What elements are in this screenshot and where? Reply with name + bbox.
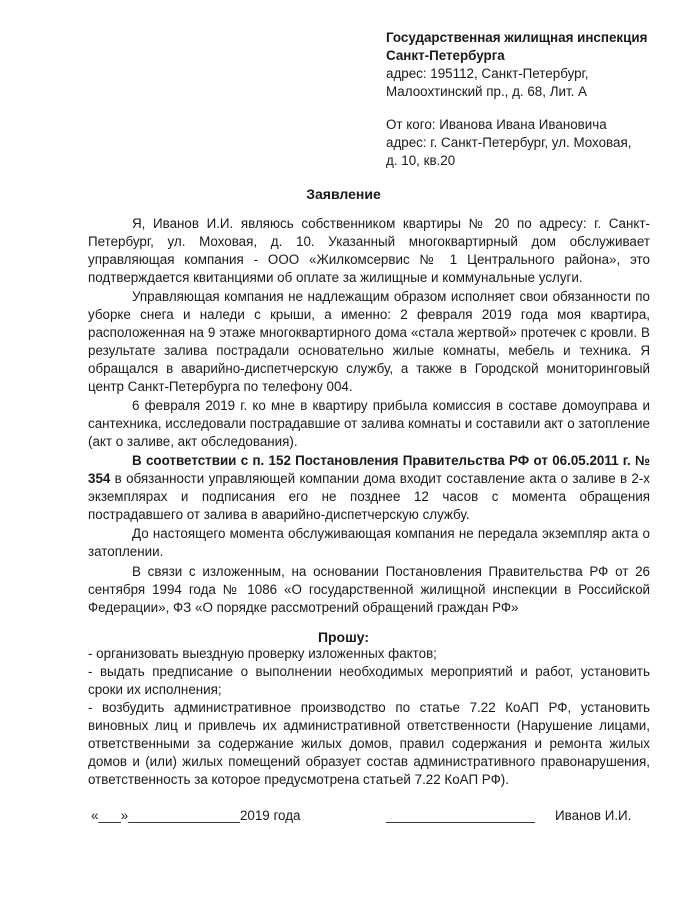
recipient-name-line1: Государственная жилищная инспекция (386, 30, 648, 45)
sender-name: От кого: Иванова Ивана Ивановича (386, 117, 607, 132)
paragraph-commission-visit: 6 февраля 2019 г. ко мне в квартиру прибыла комиссия в составе домоуправа и сантехника, исследовали пострадавшие от залива комнаты и составили акт о затопление (акт о заливе, акт обследования). (88, 398, 650, 449)
recipient-address-line1: адрес: 195112, Санкт-Петербург, (386, 66, 589, 81)
document-title: Заявление (306, 186, 381, 202)
legal-reference-bold: В соответствии с п. 152 Постановления Правительства РФ от 06.05.2011 г. № 354 (88, 453, 650, 487)
date-field: «___»_______________2019 года (91, 808, 301, 823)
paragraph-act-not-provided: До настоящего момента обслуживающая компания не передала экземпляр акта о затоплении. (88, 526, 650, 560)
recipient-name-line2: Санкт-Петербурга (386, 48, 505, 63)
addressee-block (386, 29, 656, 170)
signature-line: ____________________ (386, 808, 535, 823)
legal-basis-text: в обязанности управляющей компании дома входит составление акта о заливе в 2-х экземплярах и подписания его не позднее 12 часов с момента обращения пострадавшего от залива в аварийно-диспетчерскую службу. (88, 471, 650, 522)
request-item: - возбудить административное производство по статье 7.22 КоАП РФ, установить виновных лиц и привлечь их административной ответственности (Нарушение лицами, ответственными за содержание жилых домов, правил содержания и ремонта жилых домов и (или) жилых помещений образует состав административного правонарушения, ответственность за которое предусмотрена статьей 7.22 КоАП РФ). (88, 700, 650, 787)
request-title: Прошу: (317, 629, 370, 645)
request-item: - организовать выездную проверку изложенных фактов; (88, 646, 437, 661)
request-list (88, 645, 650, 789)
statement-body (88, 215, 650, 618)
paragraph-ownership: Я, Иванов И.И. являюсь собственником квартиры № 20 по адресу: г. Санкт-Петербург, ул. Моховая, д. 10. Указанный многоквартирный дом обслуживает управляющая компания - ООО «Жилкомсервис № 1 Центрального района», это подтверждается квитанциями об оплате за жилищные и коммунальные услуги. (88, 216, 650, 285)
sender-address-line2: д. 10, кв.20 (386, 153, 456, 168)
paragraph-legal-basis (88, 452, 650, 524)
paragraph-leak-incident: Управляющая компания не надлежащим образом исполняет свои обязанности по уборке снега и наледи с крыши, а именно: 2 февраля 2019 года моя квартира, расположенная на 9 этаже многоквартирного дома «стала жертвой» протечек с кровли. В результате залива пострадали основательно жилые комнаты, мебель и техника. Я обращался в аварийно-диспетчерскую службу, а также в Городской мониторинговый центр Санкт-Петербурга по телефону 004. (88, 289, 650, 394)
request-item: - выдать предписание о выполнении необходимых мероприятий и работ, установить сроки их исполнения; (88, 664, 650, 697)
recipient-address-line2: Малоохтинский пр., д. 68, Лит. А (386, 84, 587, 99)
signer-name: Иванов И.И. (555, 808, 632, 823)
paragraph-grounds: В связи с изложенным, на основании Постановления Правительства РФ от 26 сентября 1994 года № 1086 «О государственной жилищной инспекции в Российской Федерации», ФЗ «О порядке рассмотрений обращений граждан РФ» (88, 563, 650, 615)
sender-address-line1: адрес: г. Санкт-Петербург, ул. Моховая, (386, 135, 632, 150)
signature-footer (0, 808, 687, 828)
